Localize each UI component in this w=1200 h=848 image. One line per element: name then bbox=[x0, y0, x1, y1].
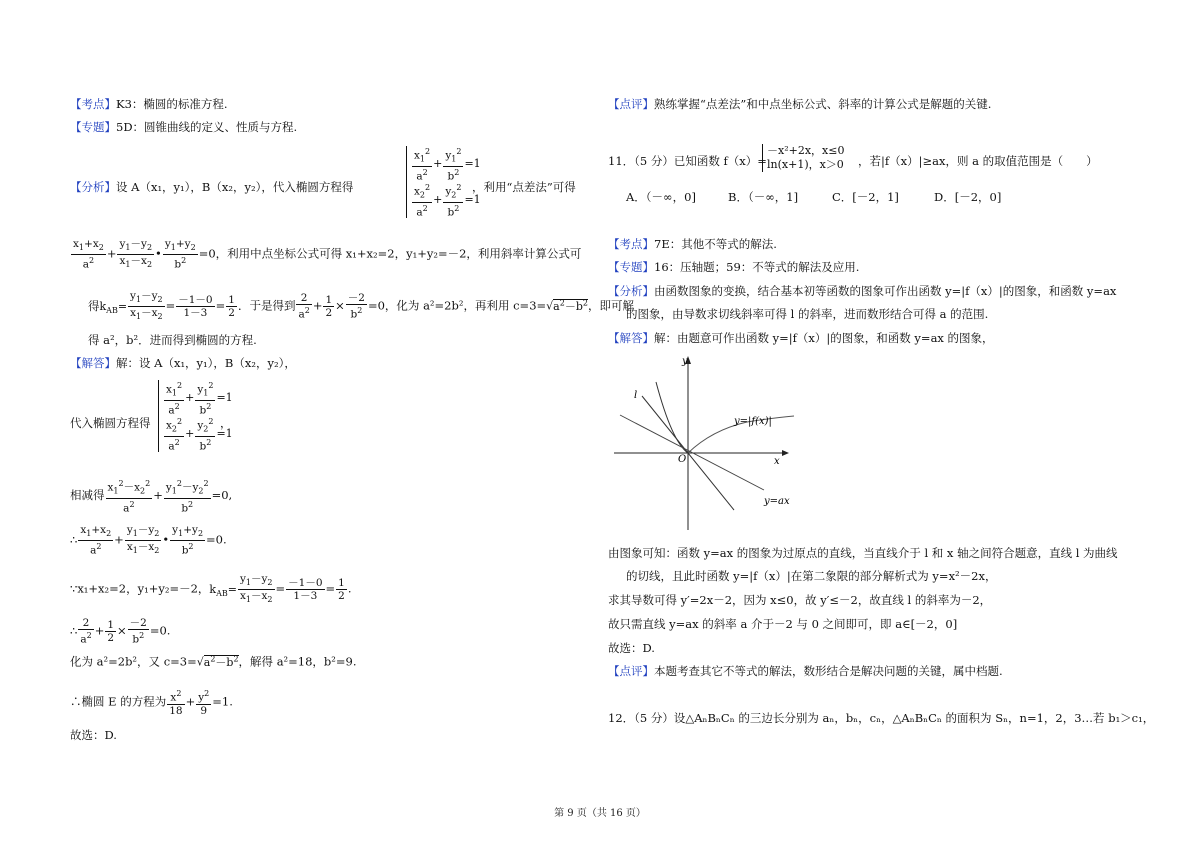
equation-system: $\frac{x_1^2}{a^2}$ + $\frac{y_1^2}{b^2}$ =1 $\frac{x_2^2}{a^2}$ + $\frac{y_2^2}{b^2}$ =1 bbox=[406, 146, 481, 218]
q11-case-2: ln(x+1)，x＞0 bbox=[767, 158, 844, 171]
zhuanti2-tag: 【专题】 bbox=[608, 260, 654, 274]
zhuanti-line bbox=[70, 120, 297, 135]
jieda2-line-1 bbox=[608, 331, 994, 346]
kaodian-text: K3：椭圆的标准方程. bbox=[116, 97, 228, 111]
body-text-2: 的切线，且此时函数 y=|f（x）|在第二象限的部分解析式为 y=x²－2x， bbox=[626, 569, 997, 583]
jieda-line-8: ∴椭圆 E 的方程为 $\frac{x^2}{18}$ + $\frac{y^2}{9}$ =1. bbox=[70, 689, 233, 717]
jieda-text-1: 解：设 A（x₁，y₁），B（x₂，y₂）， bbox=[116, 356, 296, 370]
body-line-2 bbox=[608, 569, 996, 584]
graph-label-ax: y=ax bbox=[764, 496, 790, 507]
dianping2-text: 本题考查其它不等式的解法，数形结合是解决问题的关键，属中档题. bbox=[654, 664, 1003, 678]
body-line-1 bbox=[608, 546, 1118, 561]
body-text-5: 故选：D. bbox=[608, 641, 655, 655]
option-c: C．[－2，1] bbox=[832, 190, 899, 204]
fenxi-text-2b: =0，利用中点坐标公式可得 x₁+x₂=2，y₁+y₂=－2，利用斜率计算公式可 bbox=[198, 246, 582, 261]
zhuanti-tag: 【专题】 bbox=[70, 120, 116, 134]
graph-label-l: l bbox=[634, 390, 638, 401]
jieda2-text-1: 解：由题意可作出函数 y=|f（x）|的图象，和函数 y=ax 的图象， bbox=[654, 331, 994, 345]
x-axis-arrow-icon bbox=[782, 450, 789, 456]
fenxi2-tag: 【分析】 bbox=[608, 284, 654, 298]
kaodian-line bbox=[70, 97, 228, 112]
dianping2-line bbox=[608, 664, 1003, 679]
dianping-line bbox=[608, 97, 991, 112]
body-text-1: 由图象可知：函数 y=ax 的图象为过原点的直线，当直线介于 l 和 x 轴之间符合题意，直线 l 为曲线 bbox=[608, 546, 1118, 560]
fenxi-line-4 bbox=[70, 333, 257, 348]
jieda2-tag: 【解答】 bbox=[608, 331, 654, 345]
jieda-equation-system: $\frac{x_1^2}{a^2}$ + $\frac{y_1^2}{b^2}$ =1 $\frac{x_2^2}{a^2}$ + $\frac{y_2^2}{b^2}$ =1 bbox=[158, 380, 233, 452]
jieda-line-7: 化为 a²=2b²，又 $c=3=√a^2-b^2$，解得 a²=18，b²=9. bbox=[70, 654, 357, 669]
jieda-text-4: ∴ bbox=[70, 532, 78, 547]
fenxi2-text-2: 的图象，由导数求切线斜率可得 l 的斜率，进而数形结合可得 a 的范围. bbox=[626, 307, 989, 321]
dianping2-tag: 【点评】 bbox=[608, 664, 654, 678]
kaodian2-text: 7E：其他不等式的解法. bbox=[654, 237, 777, 251]
page-footer: 第 9 页（共 16 页） bbox=[554, 808, 646, 819]
jieda-text-9: 故选：D. bbox=[70, 728, 117, 742]
jieda-text-3: 相减得 bbox=[70, 488, 105, 503]
graph-label-x: x bbox=[774, 456, 780, 467]
jieda-text-7b: ，解得 a²=18，b²=9. bbox=[238, 654, 357, 669]
kaodian2-line bbox=[608, 237, 777, 252]
q11-case-1: －x²+2x，x≤0 bbox=[767, 144, 845, 157]
option-b: B．（－∞，1] bbox=[728, 190, 799, 204]
fenxi-text-3d: ，即可解 bbox=[587, 298, 634, 313]
body-text-3: 求其导数可得 y′=2x－2，因为 x≤0，故 y′≤－2，故直线 l 的斜率为－2， bbox=[608, 593, 992, 607]
jieda-tag: 【解答】 bbox=[70, 356, 116, 370]
body-line-4 bbox=[608, 617, 957, 632]
jieda-text-5: ∵x₁+x₂=2，y₁+y₂=－2， bbox=[70, 581, 210, 596]
function-graph bbox=[612, 352, 802, 534]
jieda-text-2: 代入椭圆方程得 bbox=[70, 416, 151, 430]
dianping-tag: 【点评】 bbox=[608, 97, 654, 111]
jieda-line-9 bbox=[70, 728, 117, 743]
jieda-line-4: ∴ $\frac{x_1+x_2}{a^2}$ + $\frac{y_1-y_2}{x_1-x_2}$ • $\frac{y_1+y_2}{b^2}$ =0. bbox=[70, 524, 227, 557]
fenxi-text-1b: ，利用“点差法”可得 bbox=[472, 180, 576, 194]
q12-text: 12．（5 分）设△AₙBₙCₙ 的三边长分别为 aₙ，bₙ，cₙ，△AₙBₙCₙ 的面积为 Sₙ，n=1，2，3…若 b₁＞c₁， bbox=[608, 711, 1155, 725]
fenxi-text-1: 设 A（x₁，y₁），B（x₂，y₂），代入椭圆方程得 bbox=[116, 180, 354, 194]
zhuanti2-text: 16：压轴题；59：不等式的解法及应用. bbox=[654, 260, 860, 274]
q11-text-b: ，若|f（x）|≥ax，则 a 的取值范围是（ ） bbox=[858, 154, 1098, 168]
question-12 bbox=[608, 711, 1154, 726]
fenxi-line-2: $\frac{x_1+x_2}{a^2}$ + $\frac{y_1-y_2}{x_1-x_2}$ • $\frac{y_1+y_2}{b^2}$ =0，利用中点坐标公式可得 x₁+x₂=2，y₁+y₂=－2，利用斜率计算公式可 bbox=[73, 238, 582, 271]
jieda-text-8: ∴椭圆 E 的方程为 bbox=[70, 694, 167, 709]
fenxi-line-3: 得$k_{AB}=$ $\frac{y_1-y_2}{x_1-x_2}$ = $\frac{-1-0}{1-3}$ = $\frac{1}{2}$ ．于是得到 $\frac{2}{a^2}$ + $\frac{1}{2}$ × $\frac{-2}{b^2}$ =0，化为 a²=2b²，再利用 $c=3=√a^2-b^2$，即可解 bbox=[70, 290, 634, 323]
graph-label-origin: O bbox=[678, 454, 687, 465]
fenxi2-line-2 bbox=[608, 307, 988, 322]
dianping-text: 熟练掌握“点差法”和中点坐标公式、斜率的计算公式是解题的关键. bbox=[654, 97, 992, 111]
fenxi-tag: 【分析】 bbox=[70, 180, 116, 194]
fenxi2-text-1: 由函数图象的变换，结合基本初等函数的图象可作出函数 y=|f（x）|的图象，和函数 y=ax bbox=[654, 284, 1117, 298]
option-d: D．[－2，0] bbox=[934, 190, 1002, 204]
q11-text-a: 11．（5 分）已知函数 f（x）= bbox=[608, 154, 767, 168]
option-a: A．（－∞，0] bbox=[626, 190, 696, 204]
kaodian2-tag: 【考点】 bbox=[608, 237, 654, 251]
fenxi-text-3c: =0，化为 a²=2b²，再利用 c=3= bbox=[367, 298, 547, 313]
body-line-5 bbox=[608, 641, 655, 656]
jieda-line-1 bbox=[70, 356, 296, 371]
document-page: 【考点】K3：椭圆的标准方程. 【专题】5D：圆锥曲线的定义、性质与方程. 【分析】设 A（x₁，y₁），B（x₂，y₂），代入椭圆方程得 $\frac{x_1^2}{a^2}$ + $\frac{y_1^2}{b^2}$ =1 $\frac{x_2^2}{a^2}$ + $\frac{y_2^2}{b^2}$ =1 ，利用“点差法”可得 $\frac{x_1+x_2}{a^2}$ + $\frac{y_1-y_2}{x_1-x_2}$ • $\frac{y_1+y_2}{b^2}$ =0，利用中点坐标公式可得 x₁+x₂=2，y₁+y₂=－2，利用斜率计算公式可 得$k_{AB}=$ $\frac{y_1-y_2}{x_1-x_2}$ = $\frac{-1-0}{1-3}$ = $\frac{1}{2}$ ．于是得到 $\frac{2}{a^2}$ + $\frac{1}{2}$ × $\frac{-2}{b^2}$ =0，化为 a²=2b²，再利用 $c=3=√a^2-b^2$，即可解 得 a²，b²．进而得到椭圆的方程. 【解答】解：设 A（x₁，y₁），B（x₂，y₂）， 代入椭圆方程得 $\frac{x_1^2}{a^2}$ + $\frac{y_1^2}{b^2}$ =1 $\frac{x_2^2}{a^2}$ + $\frac{y_2^2}{b^2}$ =1 ， 相减得 $\frac{x_1^2-x_2^2}{a^2}$ + $\frac{y_1^2-y_2^2}{b^2}$ =0, ∴ $\frac{x_1+x_2}{a^2}$ + $\frac{y_1-y_2}{x_1-x_2}$ • $\frac{y_1+y_2}{b^2}$ =0. ∵x₁+x₂=2，y₁+y₂=－2，$k_{AB}=$ $\frac{y_1-y_2}{x_1-x_2}$ = $\frac{-1-0}{1-3}$ = $\frac{1}{2}$ . ∴ $\frac{2}{a^2}$ + $\frac{1}{2}$ × $\frac{-2}{b^2}$ =0. 化为 a²=2b²，又 $c=3=√a^2-b^2$，解得 a²=18，b²=9. ∴椭圆 E 的方程为 $\frac{x^2}{18}$ + $\frac{y^2}{9}$ =1. 故选：D. 【点评】熟练掌握“点差法”和中点坐标公式、斜率的计算公式是解题的关键. 11．（5 分）已知函数 f（x）= －x²+2x，x≤0 ln(x+1)，x＞0 ，若|f（x）|≥ax，则 a 的取值范围是（ ） A．（－∞，0] B．（－∞，1] C．[－2，1] D．[－2，0] 【考点】7E：其他不等式的解法. 【专题】16：压轴题；59：不等式的解法及应用. 【分析】由函数图象的变换，结合基本初等函数的图象可作出函数 y=|f（x）|的图象，和函数 y=ax 的图象，由导数求切线斜率可得 l 的斜率，进而数形结合可得 a 的范围. 【解答】解：由题意可作出函数 y=|f（x）|的图象，和函数 y=ax 的图象， y x O l y=|f(x)| y=ax 由图象可知：函数 y=ax 的图象为过原点的直线，当直线介于 l 和 x 轴之间符合题意，直线 l 为曲线 的切线，且此时函数 y=|f（x）|在第二象限的部分解析式为 y=x²－2x， 求其导数可得 y′=2x－2，因为 x≤0，故 y′≤－2，故直线 l 的斜率为－2， 故只需直线 y=ax 的斜率 a 介于－2 与 0 之间即可，即 a∈[－2，0] 故选：D. 【点评】本题考查其它不等式的解法，数形结合是解决问题的关键，属中档题. 12．（5 分）设△AₙBₙCₙ 的三边长分别为 aₙ，bₙ，cₙ，△AₙBₙCₙ 的面积为 Sₙ，n=1，2，3…若 b₁＞c₁， 第 9 页（共 16 页） bbox=[0, 0, 1200, 848]
jieda-text-6: ∴ bbox=[70, 623, 78, 638]
body-text-4: 故只需直线 y=ax 的斜率 a 介于－2 与 0 之间即可，即 a∈[－2，0] bbox=[608, 617, 958, 631]
fenxi-text-3a: 得 bbox=[88, 298, 100, 313]
body-line-3 bbox=[608, 593, 991, 608]
kaodian-tag: 【考点】 bbox=[70, 97, 116, 111]
fenxi2-line-1 bbox=[608, 284, 1116, 299]
q11-piecewise bbox=[762, 144, 844, 172]
zhuanti2-line bbox=[608, 260, 859, 275]
graph-label-y: y bbox=[682, 356, 688, 367]
jieda-text-7: 化为 a²=2b²，又 c=3= bbox=[70, 654, 197, 669]
fenxi-text-4: 得 a²，b²．进而得到椭圆的方程. bbox=[88, 333, 257, 347]
zhuanti-text: 5D：圆锥曲线的定义、性质与方程. bbox=[116, 120, 298, 134]
jieda-line-5: ∵x₁+x₂=2，y₁+y₂=－2，$k_{AB}=$ $\frac{y_1-y_2}{x_1-x_2}$ = $\frac{-1-0}{1-3}$ = $\frac{1}{2}$ . bbox=[70, 573, 352, 605]
jieda-line-6: ∴ $\frac{2}{a^2}$ + $\frac{1}{2}$ × $\frac{-2}{b^2}$ =0. bbox=[70, 617, 171, 646]
jieda-line-3: 相减得 $\frac{x_1^2-x_2^2}{a^2}$ + $\frac{y_1^2-y_2^2}{b^2}$ =0, bbox=[70, 479, 233, 515]
fenxi-text-3b: ．于是得到 bbox=[237, 298, 296, 313]
graph-label-f: y=|f(x)| bbox=[734, 416, 772, 427]
